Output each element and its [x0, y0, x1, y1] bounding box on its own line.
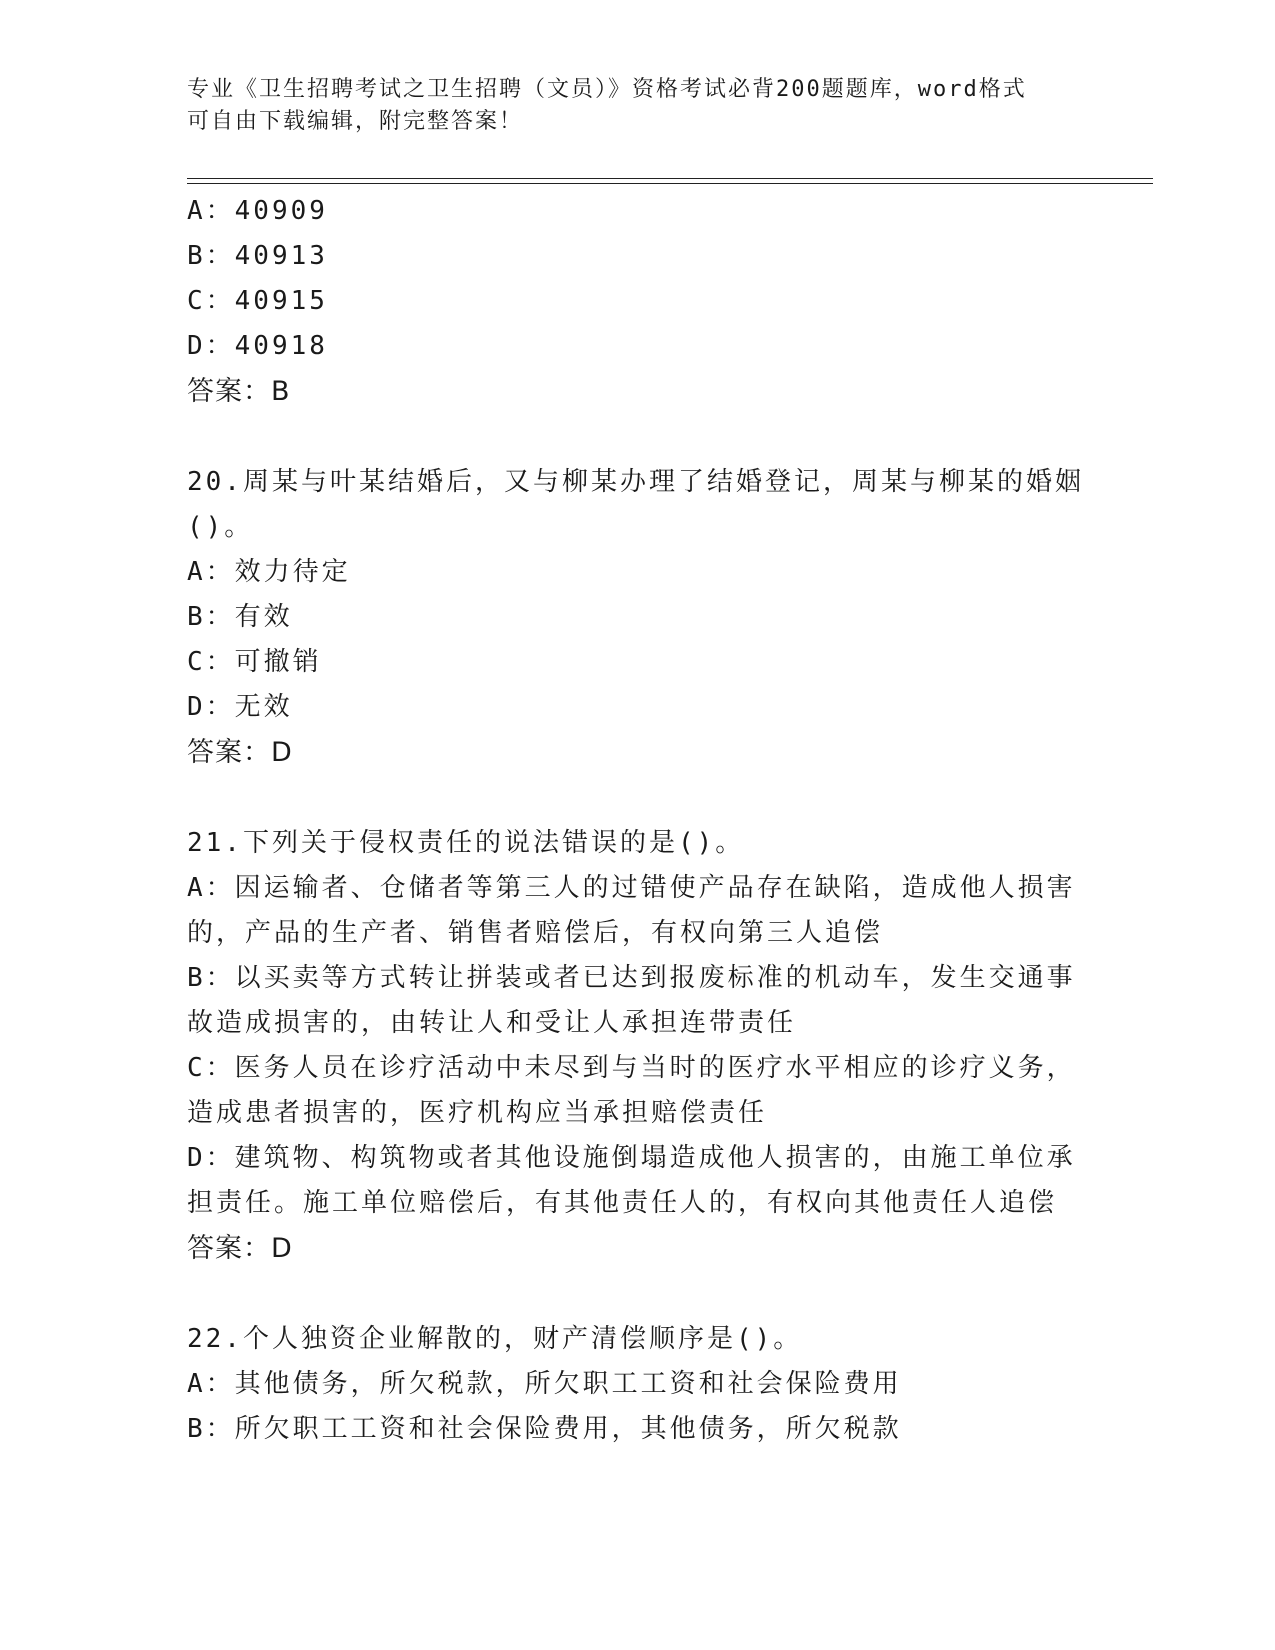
header-line-2: 可自由下载编辑，附完整答案！ [187, 109, 524, 134]
answer: 答案：D [187, 737, 293, 768]
header-divider-top [187, 178, 1153, 179]
option-b-cont: 故造成损害的，由转让人和受让人承担连带责任 [187, 1008, 797, 1038]
option-a: A：因运输者、仓储者等第三人的过错使产品存在缺陷，造成他人损害 [187, 873, 1076, 903]
option-a: A：效力待定 [187, 557, 351, 587]
option-c: C：可撤销 [187, 647, 322, 677]
header-line-1: 专业《卫生招聘考试之卫生招聘（文员）》资格考试必背200题题库，word格式 [187, 77, 1027, 102]
option-a-cont: 的，产品的生产者、销售者赔偿后，有权向第三人追偿 [187, 918, 884, 948]
option-a: A：40909 [187, 196, 328, 226]
question-stem: 20.周某与叶某结婚后，又与柳某办理了结婚登记，周某与柳某的婚姻 [187, 467, 1084, 497]
option-d: D：建筑物、构筑物或者其他设施倒塌造成他人损害的，由施工单位承 [187, 1143, 1076, 1173]
option-a: A：其他债务，所欠税款，所欠职工工资和社会保险费用 [187, 1369, 902, 1399]
question-stem: 21.下列关于侵权责任的说法错误的是()。 [187, 828, 745, 858]
option-b: B：有效 [187, 602, 293, 632]
question-stem: 22.个人独资企业解散的，财产清偿顺序是()。 [187, 1324, 803, 1354]
header-divider-bottom [187, 183, 1153, 184]
answer: 答案：B [187, 376, 291, 407]
option-c-cont: 造成患者损害的，医疗机构应当承担赔偿责任 [187, 1098, 768, 1128]
option-b: B：所欠职工工资和社会保险费用，其他债务，所欠税款 [187, 1414, 902, 1444]
option-b: B：40913 [187, 241, 328, 271]
answer: 答案：D [187, 1233, 293, 1264]
question-20 [187, 460, 1087, 775]
option-d-cont: 担责任。施工单位赔偿后，有其他责任人的，有权向其他责任人追偿 [187, 1188, 1058, 1218]
question-22 [187, 1317, 1087, 1452]
option-c: C：40915 [187, 286, 328, 316]
question-list [187, 189, 1087, 1452]
option-d: D：40918 [187, 331, 328, 361]
option-d: D：无效 [187, 692, 293, 722]
option-b: B：以买卖等方式转让拼装或者已达到报废标准的机动车，发生交通事 [187, 963, 1076, 993]
question-21 [187, 821, 1087, 1271]
question-stem-cont: ()。 [187, 512, 254, 542]
document-header [187, 74, 1087, 138]
question-19 [187, 189, 1087, 414]
option-c: C：医务人员在诊疗活动中未尽到与当时的医疗水平相应的诊疗义务， [187, 1053, 1076, 1083]
